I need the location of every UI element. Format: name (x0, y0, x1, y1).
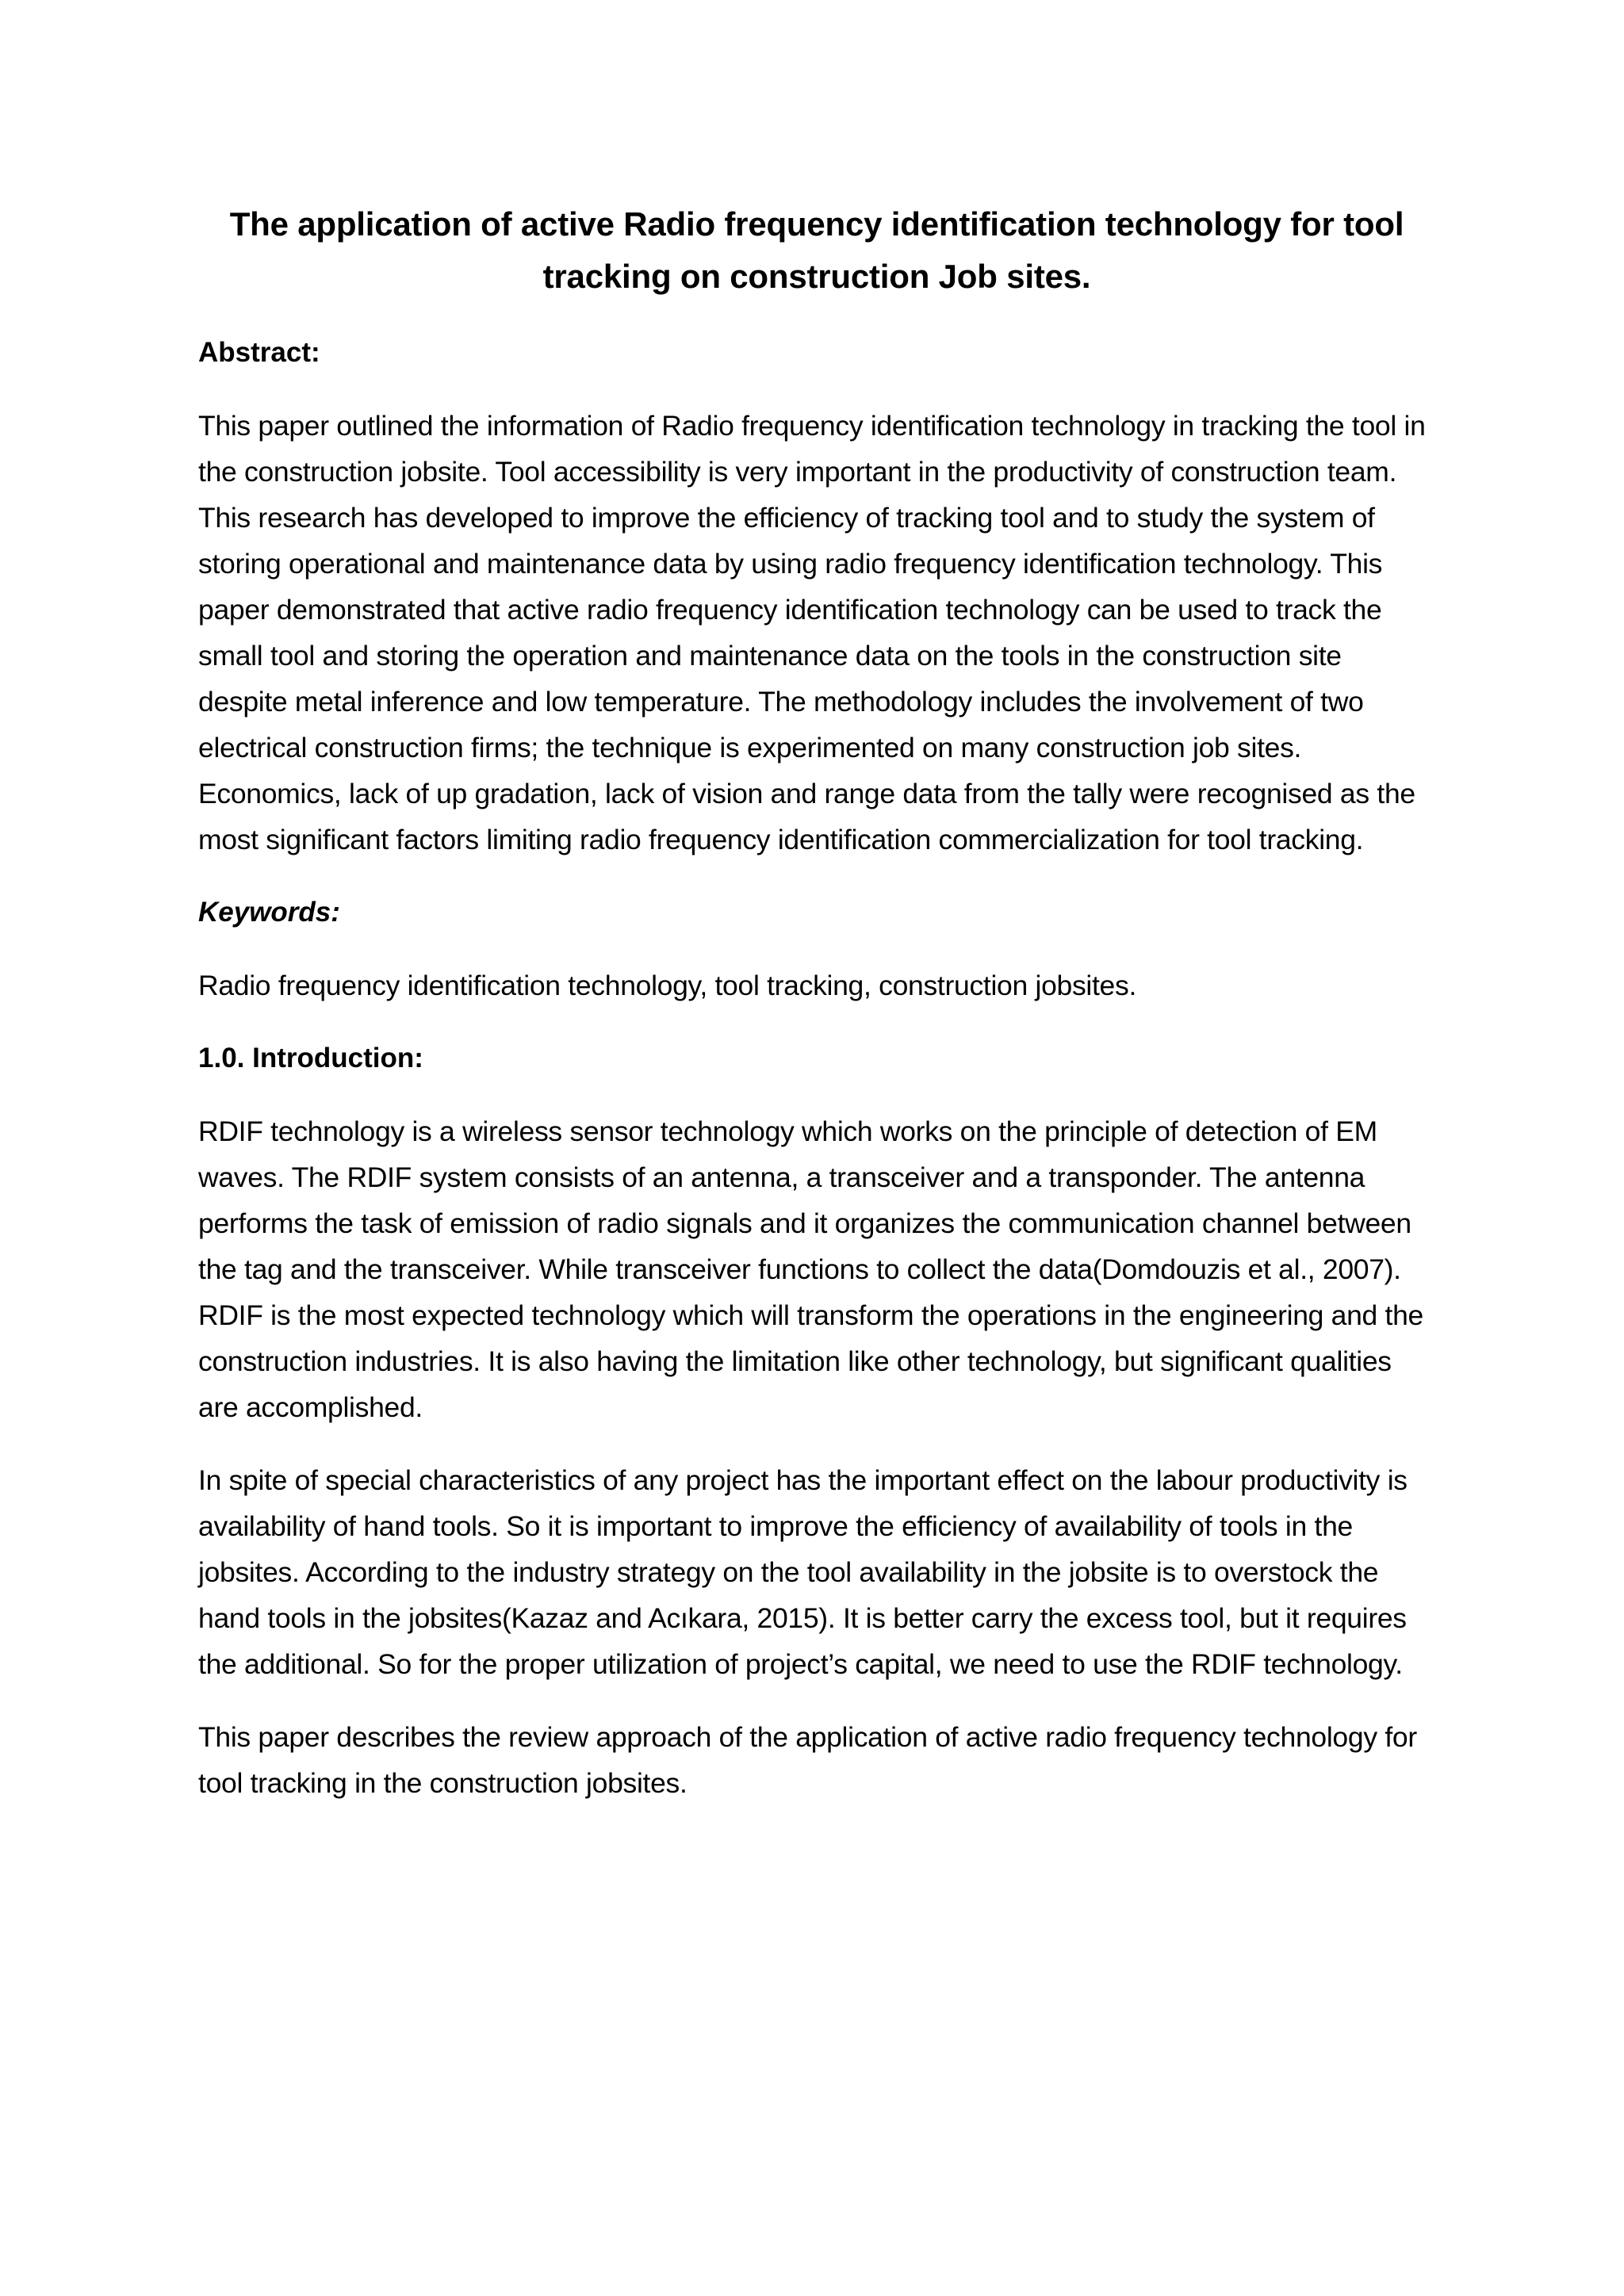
abstract-paragraph: This paper outlined the information of Radio frequency identification technology in tracking the tool in the construction jobsite. Tool accessibility is very important in the productivity of construction team. This research has developed to improve the efficiency of tracking tool and to study the system of storing operational and maintenance data by using radio frequency identification technology. This paper demonstrated that active radio frequency identification technology can be used to track the small tool and storing the operation and maintenance data on the tools in the construction site despite metal inference and low temperature. The methodology includes the involvement of two electrical construction firms; the technique is experimented on many construction job sites. Economics, lack of up gradation, lack of vision and range data from the tally were recognised as the most significant factors limiting radio frequency identification commercialization for tool tracking. (198, 410, 1426, 855)
abstract-heading: Abstract: (198, 337, 320, 368)
introduction-heading: 1.0. Introduction: (198, 1043, 423, 1073)
document-body (198, 198, 1435, 1806)
introduction-paragraph-2: In spite of special characteristics of any project has the important effect on the labour productivity is availability of hand tools. So it is important to improve the efficiency of availability of tools in the jobsites. According to the industry strategy on the tool availability in the jobsite is to overstock the hand tools in the jobsites(Kazaz and Acıkara, 2015). It is better carry the excess tool, but it requires the additional. So for the proper utilization of project’s capital, we need to use the RDIF technology. (198, 1464, 1408, 1680)
keywords-paragraph: Radio frequency identification technology, tool tracking, construction jobsites. (198, 970, 1137, 1001)
keywords-heading: Keywords: (198, 897, 340, 928)
introduction-paragraph-3: This paper describes the review approach of the application of active radio frequency technology for tool tracking in the construction jobsites. (198, 1721, 1417, 1799)
paper-title: The application of active Radio frequency identification technology for tool tracking on construction Job sites. (229, 205, 1404, 295)
introduction-paragraph-1: RDIF technology is a wireless sensor technology which works on the principle of detection of EM waves. The RDIF system consists of an antenna, a transceiver and a transponder. The antenna performs the task of emission of radio signals and it organizes the communication channel between the tag and the transceiver. While transceiver functions to collect the data(Domdouzis et al., 2007). RDIF is the most expected technology which will transform the operations in the engineering and the construction industries. It is also having the limitation like other technology, but significant qualities are accomplished. (198, 1115, 1423, 1423)
